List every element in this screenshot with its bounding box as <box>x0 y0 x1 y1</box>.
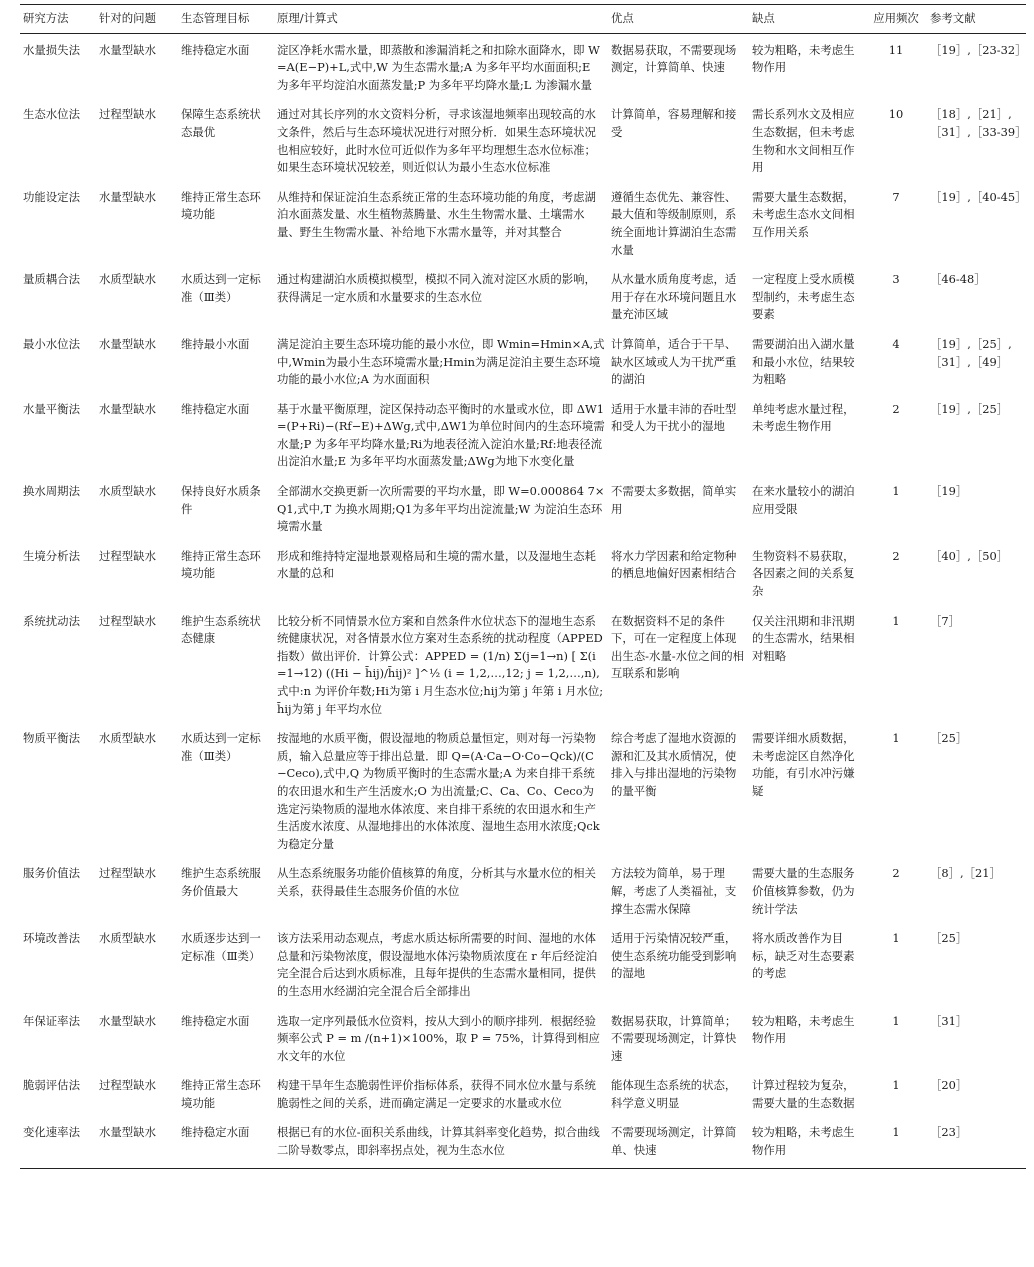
cell-problem: 水量型缺水 <box>99 42 156 57</box>
cell-principle: 全部湖水交换更新一次所需要的平均水量，即 W=0.000864 7×Q1,式中,T 为换水周期;Q1为多年平均出淀流量;W 为淀泊生态环境需水量 <box>277 484 605 534</box>
cell-frequency: 4 <box>892 336 900 351</box>
header-method: 研究方法 <box>20 5 96 34</box>
table-row <box>20 475 1026 540</box>
cell-frequency: 10 <box>888 107 904 122</box>
cell-disadvantage: 一定程度上受水质模型制约，未考虑生态要素 <box>752 272 855 322</box>
cell-goal: 维持稳定水面 <box>181 1013 250 1028</box>
cell-frequency: 2 <box>892 401 900 416</box>
cell-method: 变化速率法 <box>20 1116 96 1168</box>
table-row <box>20 722 1026 857</box>
cell-disadvantage: 较为粗略，未考虑生物作用 <box>752 42 855 75</box>
cell-principle: 从维持和保证淀泊生态系统正常的生态环境功能的角度，考虑湖泊水面蒸发量、水生植物蒸腾量、水生生物需水量、土壤需水量、野生生物需水量、补给地下水需水量等，并对其整合 <box>277 189 596 239</box>
cell-goal: 水质达到一定标准（Ⅲ类） <box>181 731 261 763</box>
cell-references: ［25］ <box>930 731 968 746</box>
cell-disadvantage: 单纯考虑水量过程，未考虑生物作用 <box>752 401 855 434</box>
cell-method: 功能设定法 <box>23 189 80 204</box>
cell-goal: 保持良好水质条件 <box>181 484 261 516</box>
cell-disadvantage: 较为粗略，未考虑生物作用 <box>752 1013 855 1046</box>
cell-problem: 水质型缺水 <box>99 931 156 946</box>
cell-references: ［19］ <box>930 484 968 499</box>
cell-references: ［19］,［25］ <box>930 401 1009 416</box>
cell-method: 量质耦合法 <box>23 272 80 287</box>
cell-method: 系统扰动法 <box>23 613 80 628</box>
cell-method: 服务价值法 <box>23 866 80 881</box>
cell-references: ［20］ <box>930 1078 968 1093</box>
cell-references: ［8］,［21］ <box>930 866 1001 881</box>
cell-problem: 过程型缺水 <box>99 548 156 563</box>
cell-advantage: 综合考虑了湿地水资源的源和汇及其水质情况，使排入与排出湿地的污染物的量平衡 <box>611 731 737 798</box>
cell-advantage: 从水量水质角度考虑，适用于存在水环境问题且水量充沛区域 <box>611 272 737 322</box>
cell-frequency: 1 <box>865 1116 927 1168</box>
table-row <box>20 922 1026 1004</box>
cell-principle: 通过构建湖泊水质模拟模型，模拟不同入流对淀区水质的影响，获得满足一定水质和水量要求的生态水位 <box>277 272 596 304</box>
cell-frequency: 3 <box>892 272 900 287</box>
cell-problem: 过程型缺水 <box>99 866 156 881</box>
cell-references: ［19］,［23-32］ <box>930 42 1027 57</box>
cell-advantage: 不需要太多数据，简单实用 <box>611 484 737 516</box>
cell-advantage: 遵循生态优先、兼容性、最大值和等级制原则，系统全面地计算湖泊生态需水量 <box>611 189 737 257</box>
cell-disadvantage: 生物资料不易获取，各因素之间的关系复杂 <box>752 548 855 599</box>
cell-references: ［19］,［40-45］ <box>930 189 1027 204</box>
table-row <box>20 263 1026 328</box>
cell-principle: 形成和维持特定湿地景观格局和生境的需水量，以及湿地生态耗水量的总和 <box>277 548 596 581</box>
table-row <box>20 605 1026 723</box>
table-row <box>20 33 1026 98</box>
cell-principle: 选取一定序列最低水位资料，按从大到小的顺序排列．根据经验频率公式 P = m /(n+1)×100%，取 P = 75%，计算得到相应水文年的水位 <box>277 1013 600 1063</box>
cell-problem: 水质型缺水 <box>99 484 156 499</box>
cell-frequency: 11 <box>888 42 904 57</box>
cell-problem: 水量型缺水 <box>99 401 156 416</box>
cell-references: ［7］ <box>930 613 961 628</box>
cell-method: 物质平衡法 <box>23 731 80 746</box>
cell-frequency: 2 <box>892 866 900 881</box>
table-row <box>20 1116 1026 1168</box>
cell-method: 水量损失法 <box>23 42 80 57</box>
table-row <box>20 393 1026 475</box>
cell-problem: 水质型缺水 <box>99 731 156 746</box>
cell-frequency: 1 <box>892 613 900 628</box>
cell-advantage: 适用于污染情况较严重，使生态系统功能受到影响的湿地 <box>611 931 737 981</box>
cell-principle: 按湿地的水质平衡，假设湿地的物质总量恒定，则对每一污染物质，输入总量应等于排出总量．即 Q=(A·Ca−O·Co−Qck)/(C−Ceco),式中,Q 为物质平衡时的生态需水量;A 为来自排干系统的农田退水和生产生活废水;O 为出流量;C、Ca、Co、Ceco为选定污染物质的湿地水体浓度、来自排干系统的农田退水和生产生活废水浓度、从湿地排出的水体浓度、湿地生态用水浓度;Qck为稳定分量 <box>277 731 600 851</box>
cell-principle: 淀区净耗水需水量，即蒸散和渗漏消耗之和扣除水面降水，即 W=A(E−P)+L,式中,W 为生态需水量;A 为多年平均水面面积;E 为多年平均淀泊水面蒸发量;P 为多年平均降水量;L 为渗漏水量 <box>277 42 600 92</box>
cell-goal: 维持正常生态环境功能 <box>181 1078 261 1110</box>
header-row <box>20 5 1026 34</box>
table-row <box>20 1069 1026 1116</box>
cell-frequency: 7 <box>892 189 900 204</box>
cell-method: 最小水位法 <box>23 336 80 351</box>
cell-problem: 水量型缺水 <box>99 1013 156 1028</box>
header-references: 参考文献 <box>927 5 1026 34</box>
header-frequency: 应用频次 <box>865 5 927 34</box>
cell-frequency: 1 <box>892 731 900 746</box>
cell-advantage: 计算简单，适合于干旱、缺水区域或人为干扰严重的湖泊 <box>611 336 737 387</box>
cell-disadvantage: 较为粗略，未考虑生物作用 <box>749 1116 865 1168</box>
header-goal: 生态管理目标 <box>178 5 274 34</box>
cell-goal: 维护生态系统服务价值最大 <box>181 866 261 898</box>
cell-goal: 维持稳定水面 <box>181 42 250 57</box>
table-body <box>20 33 1026 1168</box>
cell-problem: 水量型缺水 <box>99 189 156 204</box>
cell-disadvantage: 在来水量较小的湖泊应用受限 <box>752 484 855 516</box>
cell-goal: 维持最小水面 <box>181 336 250 351</box>
cell-principle: 通过对其长序列的水文资料分析，寻求该湿地频率出现较高的水文条件，然后与生态环境状况进行对照分析．如果生态环境状况也相应较好，此时水位可近似作为多年平均理想生态水位标准；如果生态环境状况较差，则近似认为最小生态水位标准 <box>277 107 596 175</box>
cell-principle: 基于水量平衡原理，淀区保持动态平衡时的水量或水位，即 ΔW1=(P+Ri)−(Rf−E)+ΔWg,式中,ΔW1为单位时间内的生态环境需水量;P 为多年平均降水量;Ri为地表径流入淀泊水量;Rf:地表径流出淀泊水量;E 为多年平均水面蒸发量;ΔWg为地下水变化量 <box>277 401 605 469</box>
cell-advantage: 计算简单，容易理解和接受 <box>611 107 737 139</box>
cell-references: ［31］ <box>930 1013 968 1028</box>
cell-principle: 该方法采用动态观点，考虑水质达标所需要的时间、湿地的水体总量和污染物浓度，假设湿地水体污染物质浓度在 r 年后经淀泊完全混合后达到水质标准，且每年提供的生态需水量相同，提供的生态用水经湖泊完全混合后全部排出 <box>277 931 598 998</box>
cell-disadvantage: 需长系列水文及相应生态数据，但未考虑生物和水文间相互作用 <box>752 107 855 175</box>
cell-problem: 过程型缺水 <box>99 1078 156 1093</box>
cell-references: ［40］,［50］ <box>930 548 1009 563</box>
table-row <box>20 98 1026 180</box>
cell-problem: 水质型缺水 <box>99 272 156 287</box>
cell-disadvantage: 需要详细水质数据，未考虑淀区自然净化功能，有引水冲污嫌疑 <box>752 731 855 798</box>
cell-advantage: 不需要现场测定，计算简单、快速 <box>608 1116 749 1168</box>
cell-advantage: 方法较为简单，易于理解，考虑了人类福祉，支撑生态需水保障 <box>611 866 737 916</box>
cell-goal: 水质逐步达到一定标准（Ⅲ类） <box>181 931 261 963</box>
cell-references: ［25］ <box>930 931 968 946</box>
cell-advantage: 数据易获取，计算简单；不需要现场测定，计算快速 <box>611 1013 737 1063</box>
header-disadvantage: 缺点 <box>749 5 865 34</box>
header-principle: 原理/计算式 <box>274 5 608 34</box>
cell-method: 水量平衡法 <box>23 401 80 416</box>
cell-problem: 过程型缺水 <box>99 613 156 628</box>
cell-advantage: 适用于水量丰沛的吞吐型和受人为干扰小的湿地 <box>611 401 737 434</box>
cell-principle: 满足淀泊主要生态环境功能的最小水位，即 Wmin=Hmin×A,式中,Wmin为最小生态环境需水量;Hmin为满足淀泊主要生态环境功能的最小水位;A 为水面面积 <box>277 336 605 387</box>
methods-table <box>20 4 1026 1169</box>
cell-frequency: 1 <box>892 484 900 499</box>
table-row <box>20 857 1026 922</box>
cell-problem: 过程型缺水 <box>99 107 156 122</box>
cell-principle: 从生态系统服务功能价值核算的角度，分析其与水量水位的相关关系，获得最佳生态服务价值的水位 <box>277 866 596 898</box>
cell-references: ［46-48］ <box>930 272 986 287</box>
cell-references: ［23］ <box>927 1116 1026 1168</box>
cell-goal: 维持稳定水面 <box>178 1116 274 1168</box>
cell-advantage: 能体现生态系统的状态，科学意义明显 <box>611 1078 737 1110</box>
cell-method: 生境分析法 <box>23 548 80 563</box>
cell-advantage: 将水力学因素和给定物种的栖息地偏好因素相结合 <box>611 548 737 581</box>
cell-problem: 水量型缺水 <box>99 336 156 351</box>
cell-disadvantage: 需要大量生态数据，未考虑生态水文间相互作用关系 <box>752 189 855 239</box>
table-row <box>20 540 1026 605</box>
table-row <box>20 181 1026 263</box>
cell-frequency: 1 <box>892 1078 900 1093</box>
cell-disadvantage: 需要大量的生态服务价值核算参数，仍为统计学法 <box>752 866 855 916</box>
cell-problem: 水量型缺水 <box>96 1116 178 1168</box>
cell-frequency: 1 <box>892 1013 900 1028</box>
table-row <box>20 328 1026 393</box>
cell-references: ［19］,［25］,［31］,［49］ <box>930 336 1012 369</box>
cell-frequency: 2 <box>892 548 900 563</box>
table-row <box>20 1005 1026 1070</box>
cell-disadvantage: 需要湖泊出入湖水量和最小水位，结果较为粗略 <box>752 336 855 387</box>
cell-references: ［18］,［21］,［31］,［33-39］ <box>930 107 1027 139</box>
cell-goal: 水质达到一定标准（Ⅲ类） <box>181 272 261 304</box>
cell-method: 环境改善法 <box>23 931 80 946</box>
cell-goal: 保障生态系统状态最优 <box>181 107 261 139</box>
cell-principle: 构建干旱年生态脆弱性评价指标体系，获得不同水位水量与系统脆弱性之间的关系，进而确定满足一定要求的水量或水位 <box>277 1078 596 1110</box>
cell-disadvantage: 仅关注汛期和非汛期的生态需水，结果相对粗略 <box>752 613 855 663</box>
header-problem: 针对的问题 <box>96 5 178 34</box>
cell-goal: 维持正常生态环境功能 <box>181 548 261 581</box>
header-advantage: 优点 <box>608 5 749 34</box>
cell-method: 生态水位法 <box>23 107 80 122</box>
cell-advantage: 在数据资料不足的条件下，可在一定程度上体现出生态-水量-水位之间的相互联系和影响 <box>611 613 744 681</box>
cell-advantage: 数据易获取，不需要现场测定，计算简单、快速 <box>611 42 737 75</box>
cell-principle: 根据已有的水位-面积关系曲线，计算其斜率变化趋势，拟合曲线二阶导数零点，即斜率拐点处，视为生态水位 <box>274 1116 608 1168</box>
cell-method: 换水周期法 <box>23 484 80 499</box>
cell-goal: 维护生态系统状态健康 <box>181 613 261 646</box>
table-header <box>20 5 1026 34</box>
cell-goal: 维持正常生态环境功能 <box>181 189 261 222</box>
cell-method: 年保证率法 <box>23 1013 80 1028</box>
cell-disadvantage: 将水质改善作为目标，缺乏对生态要素的考虑 <box>752 931 855 981</box>
cell-principle: 比较分析不同情景水位方案和自然条件水位状态下的湿地生态系统健康状况，对各情景水位方案对生态系统的扰动程度（APPED 指数）做出评价．计算公式：APPED = (1/n) Σ(j=1→n) [ Σ(i=1→12) ((Hi − h̄ij)/h̄ij)² ]^½ (i = 1,2,…,12; j = 1,2,…,n),式中:n 为评价年数;Hi为第 i 月生态水位;hij为第 j 年第 i 月水位; h̄ij为第 j 年平均水位 <box>277 613 604 716</box>
cell-frequency: 1 <box>892 931 900 946</box>
cell-disadvantage: 计算过程较为复杂，需要大量的生态数据 <box>752 1078 855 1110</box>
cell-goal: 维持稳定水面 <box>181 401 250 416</box>
cell-method: 脆弱评估法 <box>23 1078 80 1093</box>
